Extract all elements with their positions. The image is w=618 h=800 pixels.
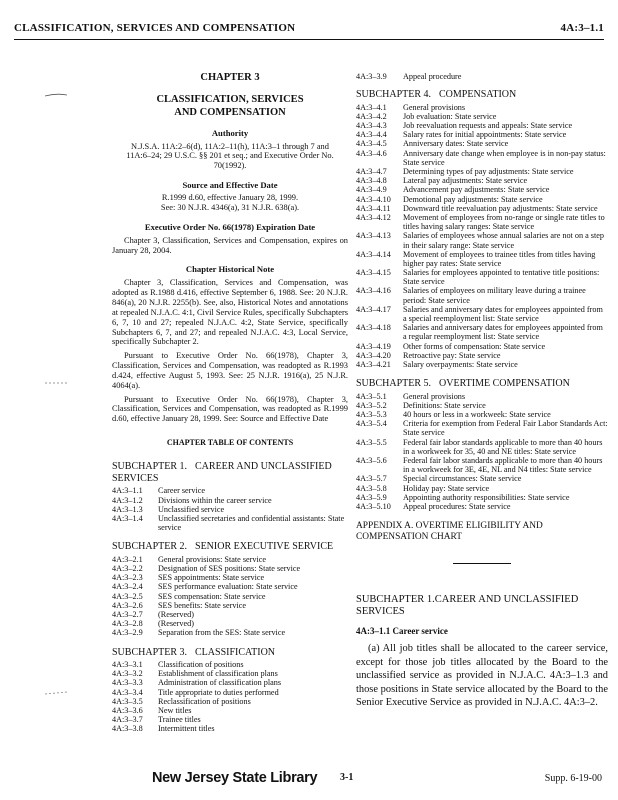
toc-entry (356, 484, 608, 493)
toc-entry (356, 474, 608, 483)
toc-entry-title: Separation from the SES: State service (158, 628, 286, 638)
toc-entry-number: 4A:3–4.3 (356, 121, 387, 131)
toc-entry-title: Determining types of pay adjustments: State service (403, 167, 574, 176)
eo-text: Chapter 3, Classification, Services and Compensation, expires on January 28, 2004. (112, 235, 348, 255)
toc-entry (112, 669, 348, 678)
toc-entry-number: 4A:3–5.1 (356, 391, 387, 401)
library-stamp: New Jersey State Library (152, 770, 318, 786)
toc-entry-title: Demotional pay adjustments: State service (403, 194, 543, 204)
toc-entry (112, 573, 348, 582)
toc-entry-title: Criteria for exemption from Federal Fair Labor Standards Act: State service (403, 419, 608, 438)
toc-entry-title: General provisions (403, 102, 466, 112)
toc-list (356, 392, 608, 511)
toc-entry-number: 4A:3–4.16 (356, 286, 391, 296)
toc-entry (356, 130, 608, 139)
margin-mark (44, 690, 66, 692)
subchapter-title: COMPENSATION (439, 89, 517, 101)
toc-entry-number: 4A:3–1.1 (112, 486, 143, 496)
toc-entry-number: 4A:3–4.1 (356, 102, 387, 112)
toc-entry-number: 4A:3–5.8 (356, 483, 387, 493)
toc-entry-title: SES compensation: State service (158, 591, 266, 601)
chapter-number: CHAPTER 3 (200, 72, 260, 83)
toc-list (112, 486, 348, 532)
toc-entry-number: 4A:3–4.5 (356, 139, 387, 149)
toc-entry-title: (Reserved) (158, 609, 194, 619)
toc-entry-number: 4A:3–4.15 (356, 268, 391, 278)
toc-entry-title: Movement of employees to trainee titles from titles having higher pay rates: State service (403, 249, 596, 268)
toc-entry-title: Movement of employees from no-range or single rate titles to titles having salary ranges: State service (403, 212, 605, 232)
toc-entry-number: 4A:3–5.4 (356, 419, 387, 429)
chapter-title-line: CLASSIFICATION, SERVICES (156, 94, 304, 106)
toc-entry (112, 610, 348, 619)
toc-entry (356, 121, 608, 130)
toc-entry-title: General provisions: State service (158, 554, 266, 564)
toc-entry-number: 4A:3–5.3 (356, 410, 387, 419)
source-text: R.1999 d.60, effective January 28, 1999. (161, 193, 299, 203)
toc-entry-number: 4A:3–4.9 (356, 185, 387, 195)
toc-entry-title: Advancement pay adjustments: State service (403, 185, 550, 195)
toc-list (112, 555, 348, 638)
toc-entry-title: Establishment of classification plans (158, 669, 278, 679)
toc-entry-title: Other forms of compensation: State service (403, 341, 546, 351)
toc-entry (356, 419, 608, 437)
toc-entry (356, 401, 608, 410)
toc-entry-number: 4A:3–4.2 (356, 111, 387, 121)
toc-entry-number: 4A:3–3.6 (112, 705, 143, 715)
toc-subchapter-heading (112, 461, 348, 484)
chapter-title (112, 94, 348, 119)
source-see: See: 30 N.J.R. 4346(a), 31 N.J.R. 638(a). (160, 202, 300, 212)
section-heading: 4A:3–1.1 Career service (356, 625, 448, 636)
toc-entry-number: 4A:3–2.1 (112, 554, 143, 564)
toc-entry-title: Downward title reevaluation pay adjustments: State service (403, 203, 598, 213)
toc-entry (112, 697, 348, 706)
toc-subchapter-heading (356, 378, 608, 390)
toc-entry-number: 4A:3–3.8 (112, 724, 143, 734)
toc-entry (356, 112, 608, 121)
toc-entry-number: 4A:3–3.5 (112, 696, 143, 706)
toc-entry-title: Reclassification of positions (158, 696, 251, 706)
toc-entry-number: 4A:3–5.9 (356, 492, 387, 502)
toc-entry-number: 4A:3–3.7 (112, 715, 143, 725)
toc-entry-title: Special circumstances: State service (403, 474, 522, 484)
toc-entry-title: Federal fair labor standards applicable to more than 40 hours in a workweek for 3E, 4E, NL and N4 titles: State service (403, 455, 603, 475)
toc-entry (112, 678, 348, 687)
subchapter-title: OVERTIME COMPENSATION (439, 378, 570, 390)
page-footer (0, 772, 618, 792)
toc-entry (112, 619, 348, 628)
toc-entry (356, 250, 608, 268)
toc-entry (356, 185, 608, 194)
toc-entry (356, 72, 608, 81)
page-number: 3-1 (340, 772, 354, 783)
toc-entry-title: Anniversary date change when employee is in non-pay status: State service (403, 148, 606, 167)
toc-entry-title: Job reevaluation requests and appeals: State service (403, 121, 573, 131)
toc-entry-number: 4A:3–3.1 (112, 660, 143, 670)
toc-entry (112, 688, 348, 697)
toc-entry-number: 4A:3–2.6 (112, 600, 143, 610)
toc-entry-title: Career service (158, 486, 206, 496)
toc-entry-title: Designation of SES positions: State service (158, 564, 301, 574)
subchapter-label: SUBCHAPTER 4. (356, 89, 432, 101)
toc-entry-title: Holiday pay: State service (403, 483, 490, 493)
toc-entry-title: Intermittent titles (158, 724, 215, 734)
toc-entry-title: Classification of positions (158, 660, 244, 670)
toc-entry (356, 360, 608, 369)
toc-entry-number: 4A:3–4.17 (356, 304, 391, 314)
toc-entry (112, 660, 348, 669)
toc-entry-number: 4A:3–5.7 (356, 474, 387, 484)
toc-entry-number: 4A:3–4.4 (356, 130, 387, 140)
authority-heading: Authority (211, 128, 249, 139)
toc-entry-title: Anniversary dates: State service (403, 139, 509, 149)
running-head (14, 22, 604, 36)
margin-mark (44, 92, 66, 94)
toc-entry (112, 724, 348, 733)
section-text: (a) All job titles shall be allocated to the career service, except for those job titles allocated by the Board to the unclassified service as provided in N.J.A.C. 4A:3–1.3 and those positions in State service allocated by the Board to the Senior Executive Service as provided in N.J.A.C. 4A:3–2. (356, 643, 608, 709)
subchapter-label: SUBCHAPTER 3. (112, 646, 188, 658)
toc-entry-number: 4A:3–4.11 (356, 203, 391, 213)
supplement-date: Supp. 6-19-00 (544, 773, 602, 784)
toc-entry (112, 706, 348, 715)
toc-entry (356, 231, 608, 249)
toc-entry-title: Federal fair labor standards applicable to more than 40 hours in a workweek for 35, 40 and NE titles: State service (403, 437, 603, 456)
toc-entry-number: 4A:3–1.2 (112, 495, 143, 505)
toc-entry (356, 103, 608, 112)
toc-entry (356, 392, 608, 401)
toc-entry-number: 4A:3–5.6 (356, 455, 387, 465)
toc-entry-number: 4A:3–2.7 (112, 609, 143, 619)
toc-entry-title: Salaries and anniversary dates for employees appointed from a regular reemployment list: State service (403, 323, 603, 342)
toc-list (112, 660, 348, 734)
toc-entry-number: 4A:3–4.19 (356, 341, 391, 351)
subchapter-title: SENIOR EXECUTIVE SERVICE (195, 541, 334, 553)
subchapter-title: CAREER AND UNCLASSIFIED SERVICES (356, 593, 579, 617)
toc-entry (112, 505, 348, 514)
toc-entry-title: General provisions (403, 391, 466, 401)
right-column (356, 72, 608, 710)
historical-note-paragraph: Pursuant to Executive Order No. 66(1978), Chapter 3, Classification, Services and Compensation, was readopted as R.1999 d.60, effective January 28, 1999. See: Source and Effective Date (112, 394, 348, 424)
toc-entry-number: 4A:3–5.2 (356, 400, 387, 410)
authority-text: N.J.S.A. 11A:2–6(d), 11A:2–11(h), 11A:3–1 through 7 and 11A:6–24; 29 U.S.C. §§ 201 et seq.; and Executive Order No. 70(1992). (126, 141, 334, 171)
toc-entry-number: 4A:3–4.14 (356, 249, 391, 259)
toc-entry-title: New titles (158, 705, 192, 715)
toc-entry (356, 323, 608, 341)
toc-entry-title: Unclassified service (158, 504, 225, 514)
subchapter-label: SUBCHAPTER 1. (112, 461, 188, 473)
toc-entry (356, 493, 608, 502)
toc-entry-number: 4A:3–5.5 (356, 437, 387, 447)
section-divider (453, 563, 511, 564)
toc-entry-title: Appeal procedures: State service (403, 501, 511, 511)
toc-entry-title: SES appointments: State service (158, 573, 265, 583)
toc-entry-number: 4A:3–1.3 (112, 504, 143, 514)
toc-entry-number: 4A:3–3.4 (112, 687, 143, 697)
toc-list (356, 103, 608, 369)
toc-entry-title: Salaries of employees whose annual salaries are not on a step in their salary range: State service (403, 231, 604, 250)
toc-entry-title: Unclassified secretaries and confidential assistants: State service (158, 513, 345, 533)
subchapter-label: SUBCHAPTER 2. (112, 541, 188, 553)
toc-entry (356, 268, 608, 286)
subchapter-title: CAREER AND UNCLASSIFIED SERVICES (112, 461, 332, 484)
toc-entry-title: Salaries for employees appointed to tentative title positions: State service (403, 268, 600, 287)
toc-entry (356, 176, 608, 185)
toc-entry (112, 582, 348, 591)
toc-entry-number: 4A:3–2.9 (112, 628, 143, 638)
toc-heading: CHAPTER TABLE OF CONTENTS (166, 438, 294, 448)
toc-entry-title: 40 hours or less in a workweek: State service (403, 410, 551, 419)
toc-entry (356, 139, 608, 148)
toc-entry-number: 4A:3–3.9 (356, 72, 387, 81)
body-subchapter-heading (356, 594, 608, 618)
toc-entry (356, 167, 608, 176)
toc-entry (356, 342, 608, 351)
toc-entry-title: Salaries of employees on military leave during a trainee period: State service (403, 286, 586, 305)
toc-entry-number: 4A:3–4.6 (356, 148, 387, 158)
toc-entry-title: Salary rates for initial appointments: State service (403, 130, 567, 140)
toc-subchapter-heading (112, 541, 348, 553)
left-column (112, 60, 348, 734)
toc-entry-number: 4A:3–4.20 (356, 350, 391, 360)
toc-entry-title: Trainee titles (158, 715, 201, 725)
running-head-title: CLASSIFICATION, SERVICES AND COMPENSATION (14, 22, 296, 34)
margin-mark (44, 380, 66, 382)
toc-entry-number: 4A:3–4.10 (356, 194, 391, 204)
toc-entry-title: Job evaluation: State service (403, 111, 497, 121)
toc-entry-number: 4A:3–4.18 (356, 323, 391, 333)
toc-entry (356, 456, 608, 474)
historical-note-heading: Chapter Historical Note (185, 264, 275, 275)
toc-entry-number: 4A:3–4.7 (356, 167, 387, 176)
toc-entry (356, 286, 608, 304)
toc-entry-title: SES performance evaluation: State service (158, 582, 298, 592)
toc-entry-number: 4A:3–4.8 (356, 176, 387, 186)
toc-entry-title: Administration of classification plans (158, 678, 282, 688)
toc-entry (112, 628, 348, 637)
toc-entry-number: 4A:3–4.21 (356, 359, 391, 369)
toc-subchapter-heading (356, 89, 608, 101)
toc-entry-title: Definitions: State service (403, 400, 486, 410)
toc-entry-title: Title appropriate to duties performed (158, 687, 279, 697)
source-heading: Source and Effective Date (182, 180, 278, 190)
toc-entry (112, 601, 348, 610)
toc-entry-number: 4A:3–4.12 (356, 212, 391, 222)
toc-entry (356, 502, 608, 511)
toc-entry (356, 410, 608, 419)
toc-entry (356, 213, 608, 231)
toc-entry-number: 4A:3–5.10 (356, 501, 391, 511)
toc-entry (356, 149, 608, 167)
toc-entry (112, 592, 348, 601)
toc-entry (356, 351, 608, 360)
toc-entry (112, 486, 348, 495)
toc-entry (356, 195, 608, 204)
toc-entry (112, 496, 348, 505)
toc-entry-number: 4A:3–2.4 (112, 582, 143, 592)
toc-entry (356, 438, 608, 456)
toc-entry-title: Salaries and anniversary dates for employees appointed from a special reemployment list: State service (403, 304, 603, 323)
header-rule (14, 39, 604, 40)
appendix-heading: APPENDIX A. OVERTIME ELIGIBILITY AND COMPENSATION CHART (356, 521, 543, 542)
toc-entry-title: Appointing authority responsibilities: State service (403, 492, 570, 502)
eo-heading: Executive Order No. 66(1978) Expiration Date (144, 221, 316, 232)
toc-entry-number: 4A:3–2.3 (112, 573, 143, 583)
toc-entry-number: 4A:3–3.3 (112, 678, 143, 688)
toc-entry-title: Appeal procedure (403, 72, 462, 81)
toc-entry (112, 715, 348, 724)
toc-entry-number: 4A:3–1.4 (112, 513, 143, 523)
toc-entry-number: 4A:3–2.8 (112, 619, 143, 629)
subchapter-label: SUBCHAPTER 5. (356, 378, 432, 390)
chapter-title-line: AND COMPENSATION (174, 106, 286, 118)
running-head-section: 4A:3–1.1 (560, 22, 604, 34)
toc-entry (356, 204, 608, 213)
toc-entry-title: (Reserved) (158, 619, 194, 629)
toc-entry-number: 4A:3–2.5 (112, 591, 143, 601)
toc-entry-number: 4A:3–3.2 (112, 669, 143, 679)
toc-entry (112, 555, 348, 564)
subchapter-title: CLASSIFICATION (195, 646, 276, 658)
toc-entry-number: 4A:3–4.13 (356, 231, 391, 241)
toc-entry-number: 4A:3–2.2 (112, 564, 143, 574)
historical-note-paragraph: Pursuant to Executive Order No. 66(1978), Chapter 3, Classification, Services and Compensation, was readopted as R.1993 d.424, effective August 5, 1993. See: 25 N.J.R. 1916(a), 25 N.J.R. 4064(a). (112, 351, 348, 390)
toc-subchapter-heading (112, 647, 348, 659)
toc-entry-title: Divisions within the career service (158, 495, 272, 505)
toc-entry (112, 514, 348, 532)
subchapter-label: SUBCHAPTER 1. (356, 593, 435, 605)
toc-entry-title: Retroactive pay: State service (403, 350, 501, 360)
toc-entry-title: Lateral pay adjustments: State service (403, 176, 528, 186)
historical-note-paragraph: Chapter 3, Classification, Services and Compensation, was adopted as R.1988 d.416, effective September 6, 1988. See: 20 N.J.R. 846(a), 20 N.J.R. 2255(b). See, also, Historical Notes and annotations at repealed N.J.A.C. 4:1, Civil Service Rules, specifically Subchapters 6, 7, 10 and 27; repealed N.J.A.C. 4:2, State Service, specifically Subchapters 6, 7, and 27; and repealed N.J.A.C. 4:3, Local Service, specifically Subchapter 2. (112, 278, 348, 347)
toc-entry-title: SES benefits: State service (158, 600, 246, 610)
toc-entry (112, 564, 348, 573)
toc-entry-title: Salary overpayments: State service (403, 359, 518, 369)
toc-entry (356, 305, 608, 323)
